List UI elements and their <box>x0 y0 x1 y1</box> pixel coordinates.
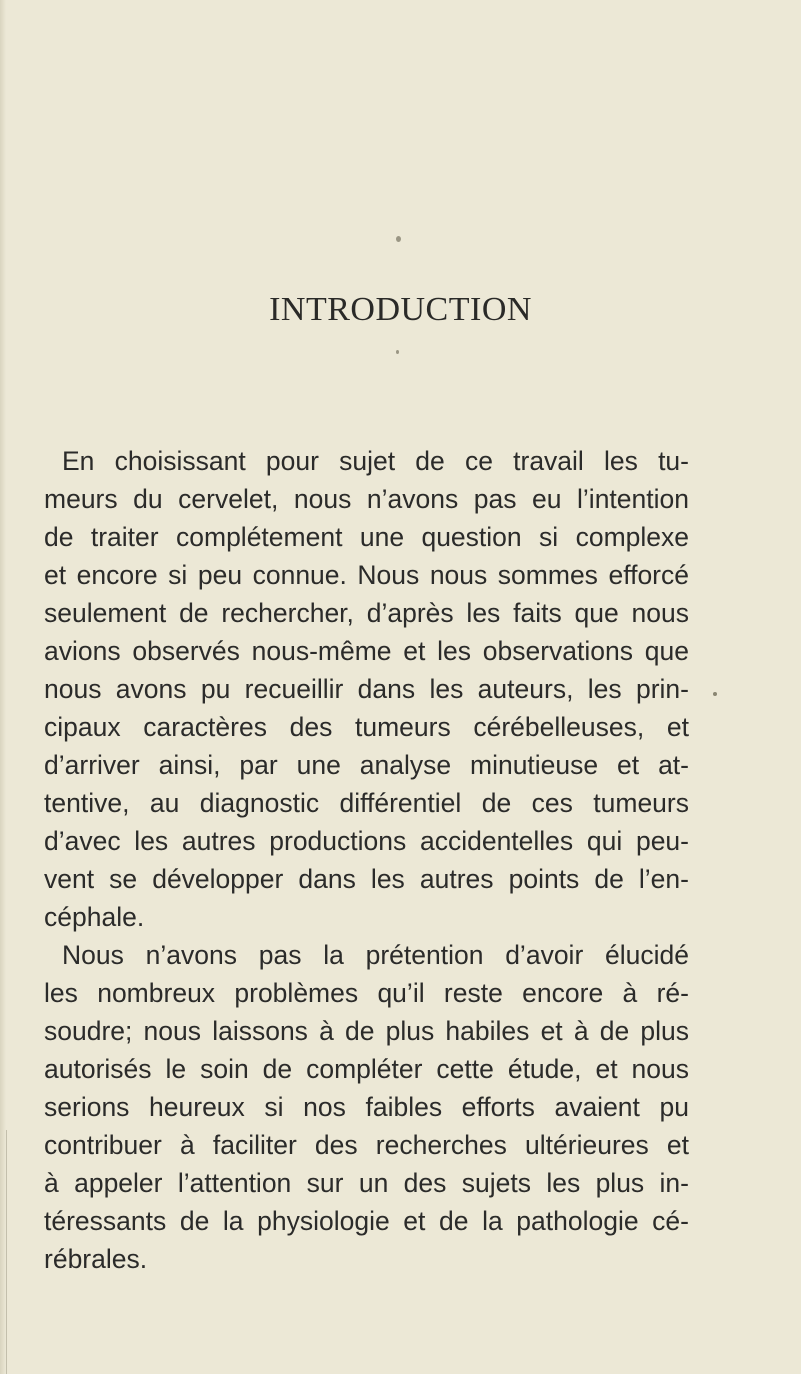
text-line: téressants de la physiologie et de la pathologie cé- <box>44 1206 689 1236</box>
text-line: soudre; nous laissons à de plus habiles et à de plus <box>44 1016 689 1046</box>
text-line: meurs du cervelet, nous n’avons pas eu l’intention <box>44 484 689 514</box>
chapter-heading: INTRODUCTION <box>269 291 532 328</box>
text-line: d’avec les autres productions accidentelles qui peu- <box>44 826 689 856</box>
text-line: et encore si peu connue. Nous nous sommes efforcé <box>44 560 689 590</box>
text-line: tentive, au diagnostic différentiel de ces tumeurs <box>44 788 689 818</box>
text-line: serions heureux si nos faibles efforts avaient pu <box>44 1092 689 1122</box>
text-line: les nombreux problèmes qu’il reste encore à ré- <box>44 978 689 1008</box>
text-line: En choisissant pour sujet de ce travail les tu- <box>62 446 689 476</box>
text-line: vent se développer dans les autres points de l’en- <box>44 864 689 894</box>
text-line: d’arriver ainsi, par une analyse minutieuse et at- <box>44 750 689 780</box>
text-line: seulement de rechercher, d’après les faits que nous <box>44 598 689 628</box>
text-line: contribuer à faciliter des recherches ultérieures et <box>44 1130 689 1160</box>
text-line: de traiter complétement une question si complexe <box>44 522 689 552</box>
text-line: rébrales. <box>44 1244 148 1274</box>
text-line: cipaux caractères des tumeurs cérébelleuses, et <box>44 712 689 742</box>
text-line: à appeler l’attention sur un des sujets les plus in- <box>44 1168 689 1198</box>
text-line: nous avons pu recueillir dans les auteurs, les prin- <box>44 674 689 704</box>
text-line: céphale. <box>44 902 145 932</box>
text-line: autorisés le soin de compléter cette étude, et nous <box>44 1054 689 1084</box>
text-line: avions observés nous-même et les observations que <box>44 636 689 666</box>
text-line: Nous n’avons pas la prétention d’avoir élucidé <box>62 940 689 970</box>
